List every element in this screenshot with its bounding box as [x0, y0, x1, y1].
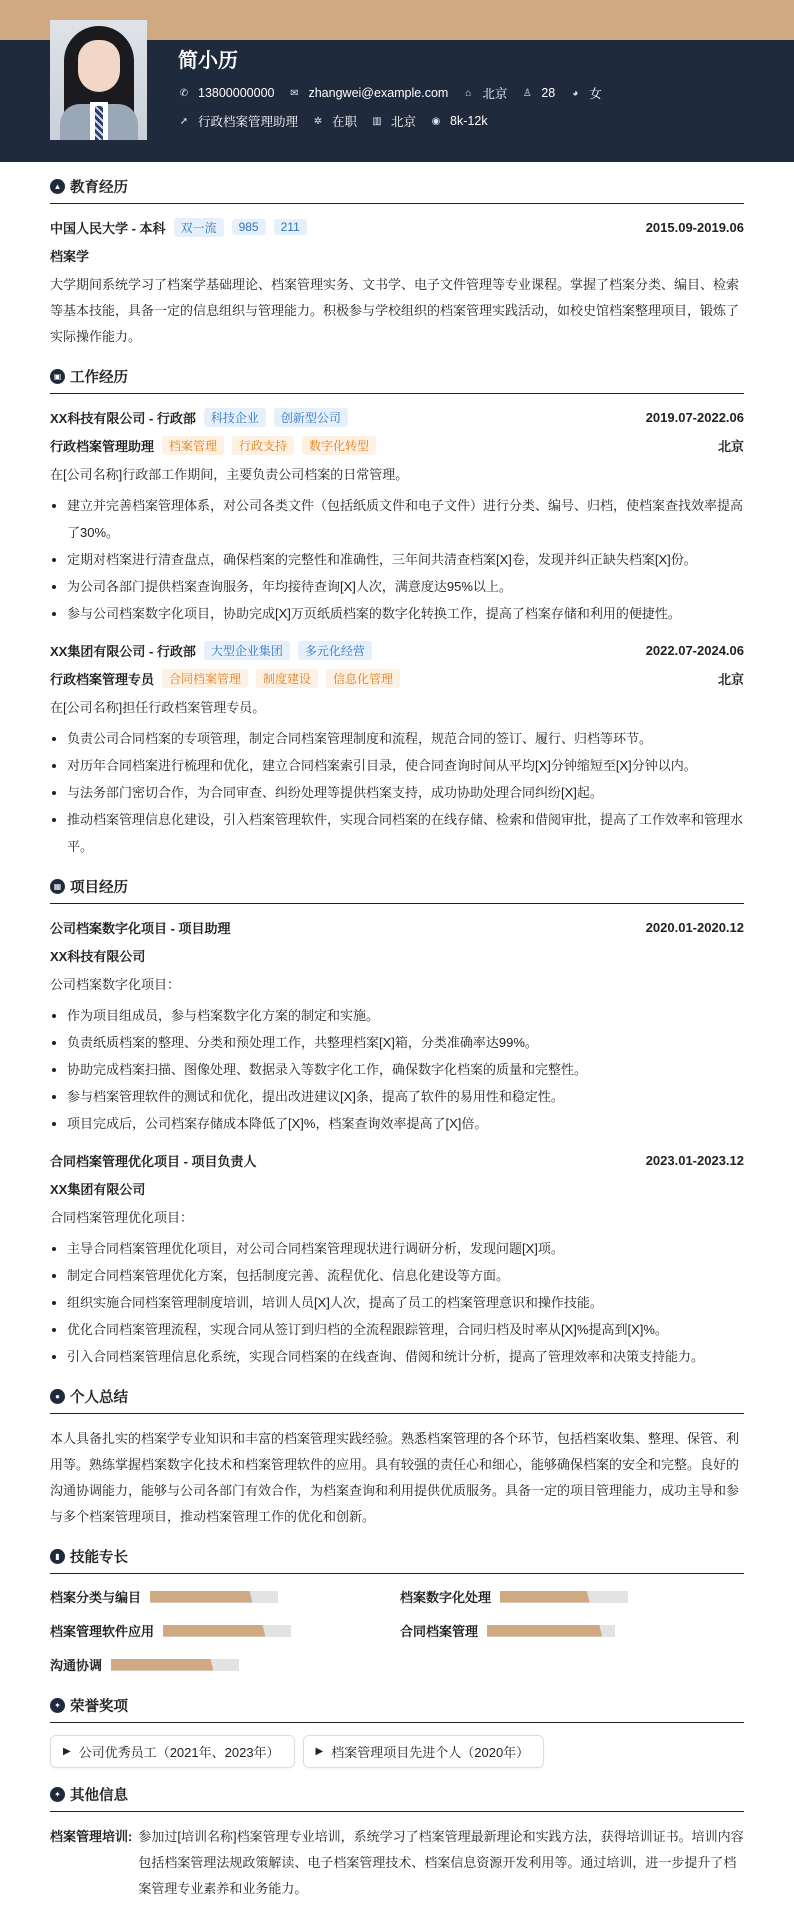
project-name: 公司档案数字化项目 - 项目助理 [50, 920, 231, 936]
bullet-list [50, 1235, 744, 1370]
project-company: XX集团有限公司 [50, 1181, 146, 1197]
target-city: 北京 [391, 115, 417, 129]
section-title: 荣誉奖项 [70, 1699, 128, 1715]
salary-icon: ◉ [431, 115, 441, 127]
project-intro: 公司档案数字化项目： [50, 977, 181, 992]
skill-item [50, 1654, 400, 1675]
bullet: 协助完成档案扫描、图像处理、数据录入等数字化工作，确保数字化档案的质量和完整性。 [50, 1056, 744, 1083]
section-title: 教育经历 [70, 180, 128, 196]
skill-bar [111, 1659, 239, 1671]
tag: 科技企业 [204, 408, 266, 427]
role-left [50, 669, 400, 688]
date: 2020.01-2020.12 [645, 919, 744, 935]
section-title: 其他信息 [70, 1788, 128, 1804]
award-icon: ✦ [50, 1698, 65, 1713]
grid-icon: ▦ [50, 879, 65, 894]
tag: 211 [274, 219, 307, 235]
section-title: 项目经历 [70, 880, 128, 896]
bullet: 负责公司合同档案的专项管理，制定合同档案管理制度和流程，规范合同的签订、履行、归档等环节。 [50, 725, 744, 752]
bullet: 参与档案管理软件的测试和优化，提出改进建议[X]条，提高了软件的易用性和稳定性。 [50, 1083, 744, 1110]
company: XX科技有限公司 - 行政部 [50, 410, 196, 426]
other-label: 档案管理培训: [50, 1829, 133, 1844]
company-left [50, 641, 372, 660]
date: 2022.07-2024.06 [645, 642, 744, 658]
role: 行政档案管理助理 [50, 438, 155, 454]
role-row [50, 667, 744, 689]
email: zhangwei@example.com [308, 86, 449, 100]
bullet: 组织实施合同档案管理制度培训，培训人员[X]人次，提高了员工的档案管理意识和操作技能。 [50, 1289, 744, 1316]
tag: 985 [232, 219, 266, 235]
summary-text: 本人具备扎实的档案学专业知识和丰富的档案管理实践经验。熟悉档案管理的各个环节，包括档案收集、整理、保管、利用等。熟练掌握档案数字化技术和档案管理软件的应用。具有较强的责任心和细心，能够确保档案的安全和完整。良好的沟通协调能力，能够与公司各部门有效合作，为档案查询和利用提供优质服务。具备一定的项目管理能力，成功主导和参与多个档案管理项目，推动档案管理工作的优化和创新。 [50, 1431, 740, 1524]
major: 档案学 [50, 248, 90, 264]
role: 行政档案管理专员 [50, 671, 155, 687]
company-row [50, 406, 744, 428]
bullet: 参与公司档案数字化项目，协助完成[X]万页纸质档案的数字化转换工作，提高了档案存储和利用的便捷性。 [50, 600, 744, 627]
skill-item [400, 1586, 744, 1607]
skill-item [50, 1620, 400, 1641]
role-tag: 信息化管理 [326, 669, 400, 688]
skill-bar-fill [150, 1591, 252, 1603]
role-left [50, 436, 376, 455]
role-tag: 行政支持 [232, 436, 294, 455]
role-tag: 合同档案管理 [162, 669, 248, 688]
awards-section [50, 1695, 744, 1768]
skill-name: 档案管理软件应用 [50, 1624, 155, 1639]
bullet: 与法务部门密切合作，为合同审查、纠纷处理等提供档案支持，成功协助处理合同纠纷[X]起。 [50, 779, 744, 806]
role-tag: 数字化转型 [302, 436, 376, 455]
project-company: XX科技有限公司 [50, 948, 146, 964]
work-city: 北京 [717, 438, 744, 454]
send-icon: ➚ [179, 115, 189, 127]
bullet: 引入合同档案管理信息化系统，实现合同档案的在线查询、借阅和统计分析，提高了管理效率和决策支持能力。 [50, 1343, 744, 1370]
chart-icon: ▮ [50, 1549, 65, 1564]
status-icon: ✲ [313, 115, 323, 127]
tag: 双一流 [174, 218, 224, 237]
work-city: 北京 [717, 671, 744, 687]
status: 在职 [332, 115, 358, 129]
skill-item [400, 1620, 744, 1641]
school: 中国人民大学 - 本科 [50, 220, 166, 236]
phone-icon: ✆ [179, 87, 189, 99]
education-section [50, 176, 744, 350]
graduation-cap-icon: ▲ [50, 179, 65, 194]
work-section [50, 366, 744, 860]
info-icon: ✦ [50, 1787, 65, 1802]
other-section [50, 1784, 744, 1902]
project-section [50, 876, 744, 1370]
tag: 多元化经营 [298, 641, 372, 660]
triangle-icon: ▶ [63, 1746, 71, 1757]
phone: 13800000000 [198, 86, 275, 100]
other-text: 参加过[培训名称]档案管理专业培训，系统学习了档案管理最新理论和实践方法，获得培训证书。培训内容包括档案管理法规政策解读、电子档案管理技术、档案信息资源开发利用等。通过培训，进一步提升了档案管理专业素养和业务能力。 [138, 1829, 744, 1896]
cake-icon: ♙ [522, 87, 532, 99]
candidate-name: 简小历 [178, 50, 238, 72]
tag: 创新型公司 [274, 408, 348, 427]
bullet-list [50, 725, 744, 860]
briefcase-icon: ▣ [50, 369, 65, 384]
work-intro: 在[公司名称]行政部工作期间，主要负责公司档案的日常管理。 [50, 467, 409, 482]
skill-name: 档案分类与编目 [50, 1590, 142, 1605]
skill-bar-fill [111, 1659, 213, 1671]
bullet: 项目完成后，公司档案存储成本降低了[X]%，档案查询效率提高了[X]倍。 [50, 1110, 744, 1137]
project-company-row [50, 1177, 744, 1199]
skill-name: 合同档案管理 [400, 1624, 479, 1639]
age: 28 [541, 86, 556, 100]
profile-photo [50, 20, 147, 140]
company: XX集团有限公司 - 行政部 [50, 643, 196, 659]
bullet-list [50, 492, 744, 627]
bullet: 负责纸质档案的整理、分类和预处理工作，共整理档案[X]箱，分类准确率达99%。 [50, 1029, 744, 1056]
gender-icon: ◕ [572, 87, 579, 99]
role-tag: 制度建设 [256, 669, 318, 688]
section-title: 个人总结 [70, 1390, 128, 1406]
triangle-icon: ▶ [315, 1746, 324, 1757]
target-job: 行政档案管理助理 [198, 115, 299, 129]
home-icon: ⌂ [465, 87, 472, 99]
job-intent-row [178, 112, 502, 130]
project-intro: 合同档案管理优化项目： [50, 1210, 194, 1225]
project-row [50, 1149, 744, 1171]
education-desc: 大学期间系统学习了档案学基础理论、档案管理实务、文书学、电子文件管理等专业课程。掌握了档案分类、编目、检索等基本技能，具备一定的信息组织与管理能力。积极参与学校组织的档案管理实践活动，如校史馆档案整理项目，锻炼了实际操作能力。 [50, 277, 740, 344]
summary-section [50, 1386, 744, 1530]
section-title: 工作经历 [70, 370, 128, 386]
skill-bar [163, 1625, 291, 1637]
project-company-row [50, 944, 744, 966]
skill-bar-fill [500, 1591, 590, 1603]
bullet: 定期对档案进行清查盘点，确保档案的完整性和准确性，三年间共清查档案[X]卷，发现并纠正缺失档案[X]份。 [50, 546, 744, 573]
bullet: 主导合同档案管理优化项目，对公司合同档案管理现状进行调研分析，发现问题[X]项。 [50, 1235, 744, 1262]
date: 2015.09-2019.06 [645, 219, 744, 235]
bullet: 对历年合同档案进行梳理和优化，建立合同档案索引目录，使合同查询时间从平均[X]分钟缩短至[X]分钟以内。 [50, 752, 744, 779]
skill-bar [150, 1591, 278, 1603]
bullet: 推动档案管理信息化建设，引入档案管理软件，实现合同档案的在线存储、检索和借阅审批，提高了工作效率和管理水平。 [50, 806, 744, 860]
skill-name: 沟通协调 [50, 1658, 103, 1673]
bullet: 建立并完善档案管理体系，对公司各类文件（包括纸质文件和电子文件）进行分类、编号、归档，使档案查找效率提高了30%。 [50, 492, 744, 546]
contact-row [178, 84, 616, 102]
skill-name: 档案数字化处理 [400, 1590, 492, 1605]
skill-bar-fill [163, 1625, 265, 1637]
award-item [50, 1735, 295, 1768]
salary: 8k-12k [450, 114, 488, 128]
award-text: 公司优秀员工（2021年、2023年） [78, 1745, 280, 1760]
award-text: 档案管理项目先进个人（2020年） [331, 1745, 530, 1760]
skill-bar [487, 1625, 615, 1637]
bullet: 为公司各部门提供档案查询服务，年均接待查询[X]人次，满意度达95%以上。 [50, 573, 744, 600]
award-item [303, 1735, 545, 1768]
skills-section [50, 1546, 744, 1675]
bullet-list [50, 1002, 744, 1137]
user-icon: ● [50, 1389, 65, 1404]
work-intro: 在[公司名称]担任行政档案管理专员。 [50, 700, 266, 715]
skill-bar-fill [487, 1625, 602, 1637]
skill-bar [500, 1591, 628, 1603]
bullet: 优化合同档案管理流程，实现合同从签订到归档的全流程跟踪管理，合同归档及时率从[X]%提高到[X]%。 [50, 1316, 744, 1343]
mail-icon: ✉ [290, 87, 299, 99]
date: 2023.01-2023.12 [645, 1152, 744, 1168]
tag: 大型企业集团 [204, 641, 290, 660]
project-name: 合同档案管理优化项目 - 项目负责人 [50, 1153, 257, 1169]
skill-item [50, 1586, 400, 1607]
company-row [50, 639, 744, 661]
bullet: 制定合同档案管理优化方案，包括制度完善、流程优化、信息化建设等方面。 [50, 1262, 744, 1289]
project-row [50, 916, 744, 938]
bullet: 作为项目组成员，参与档案数字化方案的制定和实施。 [50, 1002, 744, 1029]
role-row [50, 434, 744, 456]
city: 北京 [482, 87, 508, 101]
company-left [50, 408, 348, 427]
section-title: 技能专长 [70, 1550, 128, 1566]
date: 2019.07-2022.06 [645, 409, 744, 425]
gender: 女 [589, 87, 602, 101]
role-tag: 档案管理 [162, 436, 224, 455]
building-icon: ▥ [372, 115, 382, 127]
